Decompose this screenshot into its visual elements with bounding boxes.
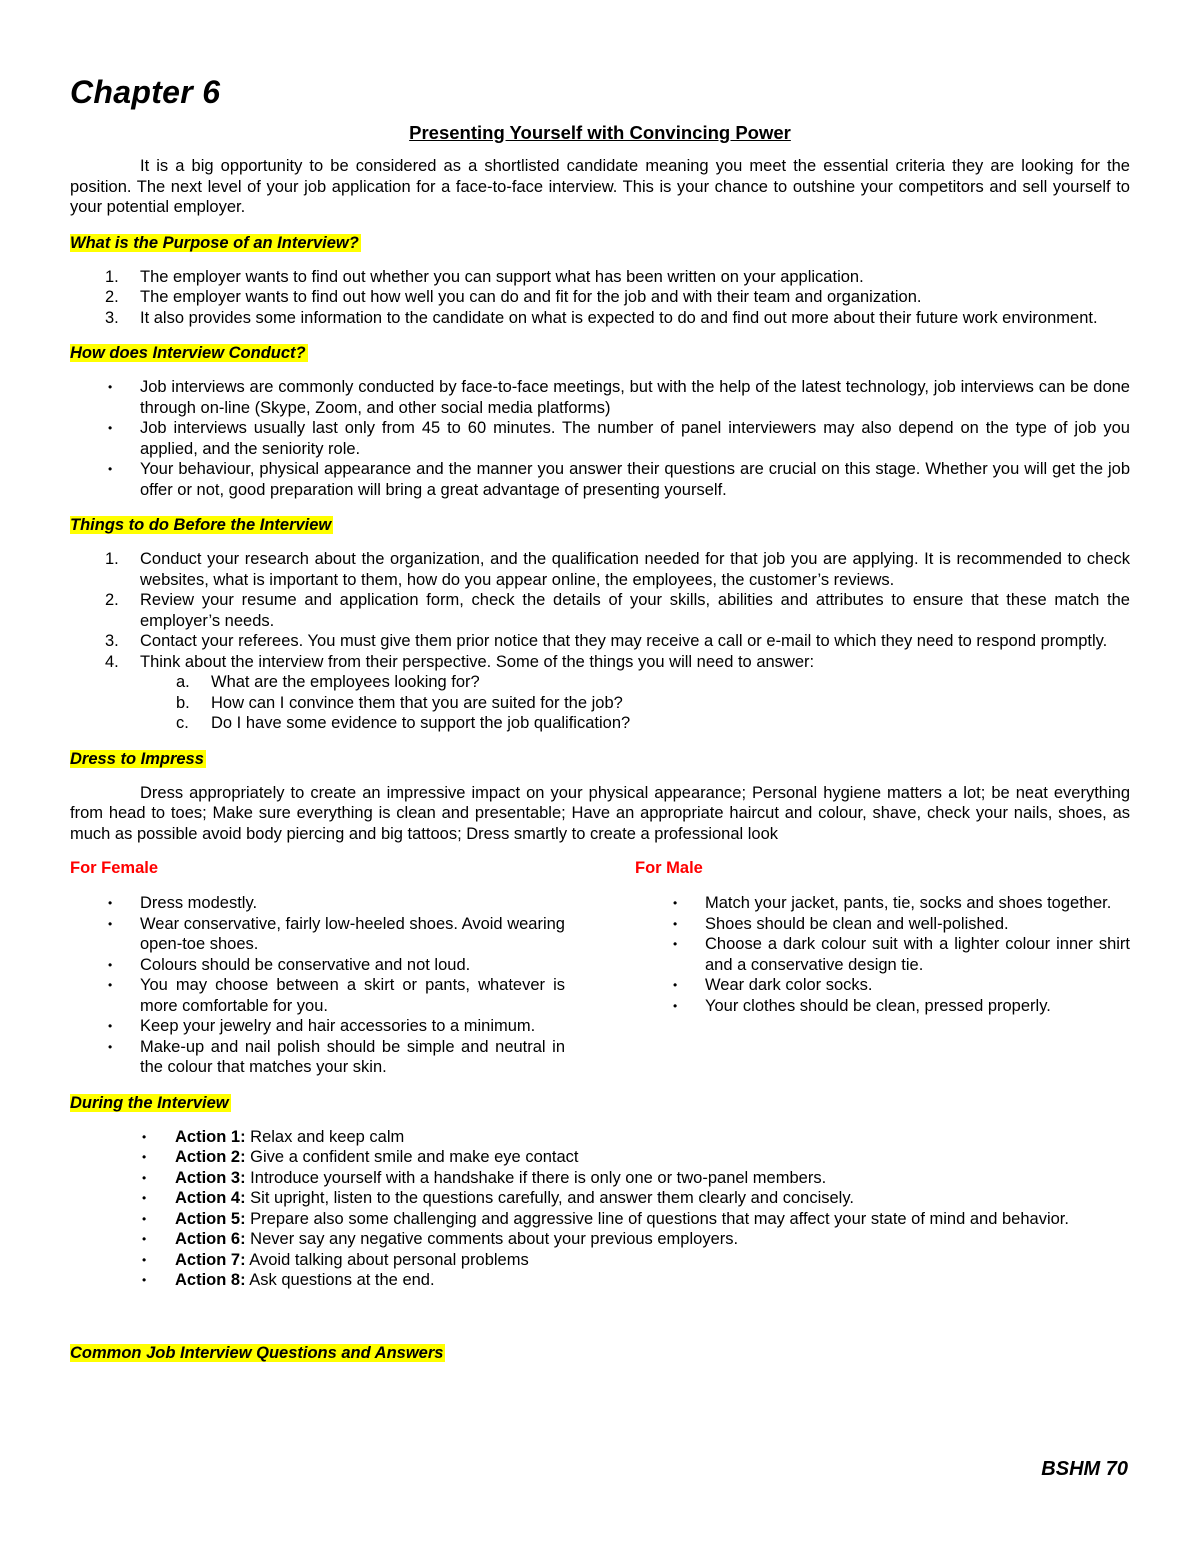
list-item: 2. Review your resume and application form, check the details of your skills, abilities and attributes to ensure that these match the employer’s needs. <box>105 591 1130 630</box>
dress-paragraph: Dress appropriately to create an impressive impact on your physical appearance; Personal hygiene matters a lot; be neat everything from head to toes; Make sure everything is clean and presentable; Have an appropriate haircut and colour, shave, check your nails, shoes, as much as possible avoid body piercing and big tattoos; Dress smartly to create a professional look <box>70 783 1130 843</box>
bullet-icon: • <box>108 380 113 394</box>
male-title: For Male <box>635 859 703 877</box>
bullet-icon: • <box>142 1191 147 1205</box>
list-item: 4. Think about the interview from their perspective. Some of the things you will need to answer: <box>105 652 815 671</box>
list-item: • Action 6: Never say any negative comments about your previous employers. <box>142 1230 739 1248</box>
list-item: • Action 5: Prepare also some challenging and aggressive line of questions that may affect your state of mind and behavior. <box>142 1209 1069 1228</box>
purpose-heading: What is the Purpose of an Interview? <box>70 233 359 252</box>
bullet-icon: • <box>108 462 113 476</box>
list-item: • Action 4: Sit upright, listen to the questions carefully, and answer them clearly and concisely. <box>142 1189 854 1207</box>
list-item: • Colours should be conservative and not loud. <box>108 955 471 974</box>
bullet-icon: • <box>142 1129 147 1144</box>
list-item: 3. Contact your referees. You must give them prior notice that they may receive a call or e-mail to which they need to respond promptly. <box>105 632 1108 650</box>
list-item: • Dress modestly. <box>108 894 258 912</box>
bullet-icon: • <box>108 1019 113 1033</box>
list-item: • Choose a dark colour suit with a lighter colour inner shirt and a conservative design tie. <box>673 935 1130 974</box>
chapter-heading: Chapter 6 <box>70 74 221 110</box>
list-item: • Match your jacket, pants, tie, socks and shoes together. <box>673 894 1112 912</box>
list-item: • Wear dark color socks. <box>673 976 873 994</box>
list-item: • Job interviews are commonly conducted by face-to-face meetings, but with the help of the latest technology, job interviews can be done through on-line (Skype, Zoom, and other social media platforms) <box>108 378 1130 417</box>
female-title: For Female <box>70 859 159 877</box>
page-title: Presenting Yourself with Convincing Power <box>409 122 791 143</box>
footer-course-code: BSHM 70 <box>1041 1458 1128 1480</box>
bullet-icon: • <box>108 978 113 992</box>
list-item: 3. It also provides some information to the candidate on what is expected to do and find out more about their future work environment. <box>105 308 1098 327</box>
bullet-icon: • <box>108 957 113 972</box>
bullet-icon: • <box>108 896 113 910</box>
section-heading-purpose <box>70 233 1130 254</box>
section-heading-before <box>70 515 1130 536</box>
list-item: • You may choose between a skirt or pants, whatever is more comfortable for you. <box>108 976 565 1015</box>
list-item: • Job interviews usually last only from 45 to 60 minutes. The number of panel interviewers may also depend on the type of job you applied, and the seniority role. <box>108 419 1130 458</box>
bullet-icon: • <box>142 1252 147 1267</box>
purpose-list <box>70 267 1130 329</box>
list-item: • Shoes should be clean and well-polished. <box>673 914 1009 933</box>
list-item: • Wear conservative, fairly low-heeled shoes. Avoid wearing open-toe shoes. <box>108 914 565 953</box>
common-heading: Common Job Interview Questions and Answers <box>70 1343 444 1362</box>
conduct-list <box>70 377 1130 500</box>
list-item: b. How can I convince them that you are suited for the job? <box>176 693 623 712</box>
list-item: • Action 1: Relax and keep calm <box>142 1127 405 1146</box>
document-page <box>70 72 1130 1377</box>
list-item: • Action 2: Give a confident smile and make eye contact <box>142 1148 579 1166</box>
bullet-icon: • <box>142 1273 147 1287</box>
female-list <box>70 893 565 1078</box>
dress-columns <box>70 858 1130 1078</box>
list-item: • Make-up and nail polish should be simple and neutral in the colour that matches your skin. <box>108 1037 565 1076</box>
bullet-icon: • <box>108 916 113 931</box>
before-sublist <box>70 672 1130 734</box>
before-list <box>70 549 1130 672</box>
list-item: • Action 8: Ask questions at the end. <box>142 1271 435 1289</box>
dress-heading: Dress to Impress <box>70 749 204 768</box>
during-heading: During the Interview <box>70 1093 229 1112</box>
bullet-icon: • <box>673 896 678 910</box>
bullet-icon: • <box>142 1150 147 1164</box>
bullet-icon: • <box>108 1039 113 1054</box>
intro-paragraph: It is a big opportunity to be considered as a shortlisted candidate meaning you meet the essential criteria they are looking for the position. The next level of your job application for a face-to-face interview. This is your chance to outshine your competitors and sell yourself to your potential employer. <box>70 157 1130 216</box>
list-item: • Your clothes should be clean, pressed properly. <box>673 996 1051 1015</box>
before-heading: Things to do Before the Interview <box>70 516 332 534</box>
list-item: c. Do I have some evidence to support the job qualification? <box>176 714 631 732</box>
list-item: 1. Conduct your research about the organization, and the qualification needed for that job you are applying. It is recommended to check websites, what is important to them, how do you appear online, the employees, the customer’s reviews. <box>105 550 1130 589</box>
list-item: • Your behaviour, physical appearance and the manner you answer their questions are crucial on this stage. Whether you will get the job offer or not, good preparation will bring a great advantage of presenting yourself. <box>108 460 1130 499</box>
bullet-icon: • <box>673 916 678 931</box>
bullet-icon: • <box>673 978 678 992</box>
list-item: 1. The employer wants to find out whether you can support what has been written on your application. <box>105 267 864 286</box>
section-heading-common <box>70 1343 1130 1364</box>
bullet-icon: • <box>108 421 113 435</box>
conduct-heading: How does Interview Conduct? <box>70 344 306 362</box>
during-list <box>70 1127 1130 1291</box>
list-item: a. What are the employees looking for? <box>176 673 480 691</box>
list-item: • Keep your jewelry and hair accessories to a minimum. <box>108 1017 536 1035</box>
list-item: • Action 7: Avoid talking about personal problems <box>142 1250 529 1269</box>
section-heading-dress <box>70 749 1130 770</box>
list-item: • Action 3: Introduce yourself with a handshake if there is only one or two-panel members. <box>142 1168 827 1187</box>
list-item: 2. The employer wants to find out how well you can do and fit for the job and with their team and organization. <box>105 288 922 306</box>
bullet-icon: • <box>142 1170 147 1185</box>
bullet-icon: • <box>673 998 678 1013</box>
male-column <box>635 858 1130 1078</box>
female-column <box>70 858 565 1078</box>
bullet-icon: • <box>673 937 678 951</box>
section-heading-conduct <box>70 343 1130 364</box>
male-list <box>635 893 1130 1016</box>
bullet-icon: • <box>142 1211 147 1226</box>
section-heading-during <box>70 1093 1130 1114</box>
bullet-icon: • <box>142 1232 147 1246</box>
